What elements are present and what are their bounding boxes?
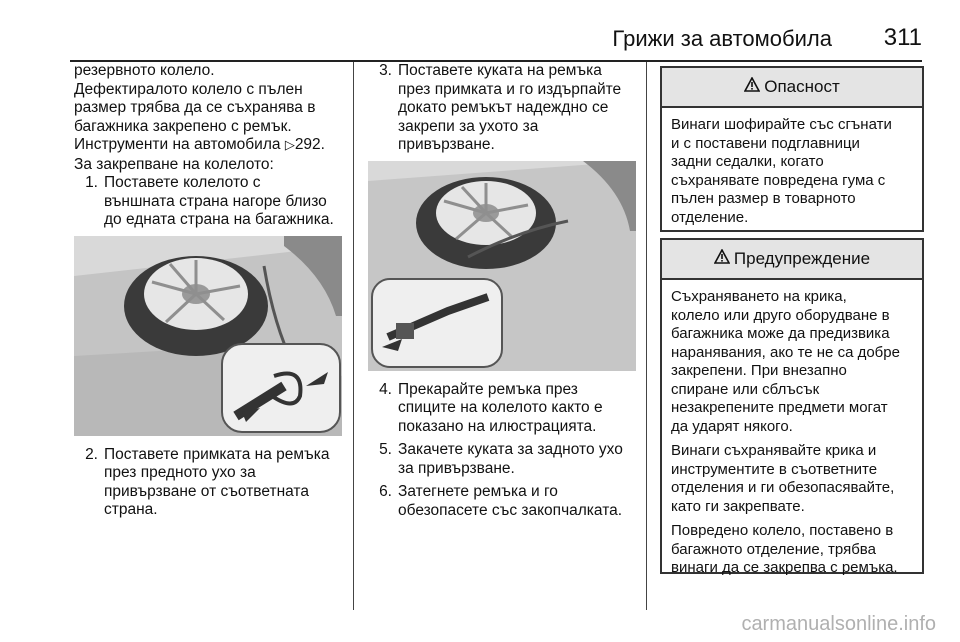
danger-line: пълен размер в товарното bbox=[671, 190, 856, 207]
warning-body bbox=[662, 280, 922, 592]
step-line: привързване от съответната bbox=[104, 482, 309, 500]
warning-paragraph: Повредено колело, поставено в багажното отделение, трябва винаги да се закрепва с ремъка. bbox=[671, 522, 898, 576]
step-line: страна. bbox=[104, 501, 158, 518]
intro-line: багажника закрепено с ремък. bbox=[74, 117, 292, 135]
list-item bbox=[368, 62, 640, 155]
step-text bbox=[398, 62, 621, 155]
reference-text: Инструменти на автомобила bbox=[74, 136, 281, 153]
step-text bbox=[104, 174, 334, 230]
step-text bbox=[104, 446, 329, 520]
intro-line: Дефектиралото колело с пълен bbox=[74, 80, 303, 98]
warning-triangle-icon bbox=[744, 77, 760, 97]
column-2 bbox=[368, 62, 640, 520]
step-number: 1. bbox=[85, 174, 98, 191]
danger-line: и с поставени подглавници bbox=[671, 134, 860, 152]
step-number: 6. bbox=[379, 483, 392, 500]
lead-text: За закрепване на колелото: bbox=[74, 155, 274, 173]
warning-paragraph: Съхраняването на крика, колело или друго оборудване в багажника може да предизвика наранявания, ако те не са добре закрепени. При внезапно спиране или сблъсък незакрепените предмети могат да ударят някого. bbox=[671, 288, 900, 435]
danger-body bbox=[662, 108, 922, 235]
step-line: привързване. bbox=[398, 136, 495, 153]
warning-triangle-icon bbox=[714, 249, 730, 269]
steps-list bbox=[368, 62, 640, 155]
danger-header bbox=[662, 68, 922, 108]
list-item bbox=[368, 441, 640, 478]
steps-list bbox=[74, 446, 346, 520]
list-item bbox=[368, 381, 640, 437]
steps-list bbox=[368, 381, 640, 521]
step-line: обезопасете със закопчалката. bbox=[398, 501, 623, 519]
step-line: Закачете куката за задното ухо bbox=[398, 441, 623, 458]
column-divider bbox=[353, 62, 354, 610]
watermark: carmanualsonline.info bbox=[741, 613, 936, 635]
step-line: външната страна нагоре близо bbox=[104, 192, 327, 210]
step-text bbox=[398, 441, 623, 478]
danger-line: Винаги шофирайте със сгънати bbox=[671, 116, 892, 133]
step-line: Затегнете ремъка и го bbox=[398, 483, 558, 500]
column-1 bbox=[74, 62, 346, 520]
intro-line: резервното колело. bbox=[74, 62, 215, 79]
step-line: Поставете примката на ремъка bbox=[104, 445, 330, 463]
list-item bbox=[368, 483, 640, 520]
page-header bbox=[70, 20, 922, 62]
list-item bbox=[74, 174, 346, 230]
section-title: Грижи за автомобила bbox=[612, 26, 832, 51]
danger-line: съхранявате повредена гума с bbox=[671, 171, 886, 189]
illustration-spare-wheel-in-trunk bbox=[74, 236, 342, 436]
step-line: спиците на колелото както е bbox=[398, 399, 603, 416]
step-number: 3. bbox=[379, 62, 392, 79]
warning-title: Предупреждение bbox=[733, 249, 871, 268]
step-line: Поставете куката на ремъка bbox=[398, 62, 602, 79]
step-line: показано на илюстрацията. bbox=[398, 417, 597, 435]
warning-header bbox=[662, 240, 922, 280]
list-item bbox=[74, 446, 346, 520]
intro-line: размер трябва да се съхранява в bbox=[74, 99, 316, 116]
step-line: Прекарайте ремъка през bbox=[398, 380, 578, 398]
cross-reference[interactable] bbox=[74, 136, 346, 156]
arrow-reference-icon: ▷ bbox=[284, 138, 295, 153]
warning-box bbox=[660, 238, 924, 574]
step-line: Поставете колелото с bbox=[104, 174, 261, 191]
step-line: до едната страна на багажника. bbox=[104, 211, 334, 228]
step-number: 4. bbox=[379, 380, 392, 398]
step-text bbox=[398, 483, 622, 520]
danger-line: отделение. bbox=[671, 208, 749, 226]
danger-title: Опасност bbox=[764, 77, 840, 96]
step-line: докато ремъкът надеждно се bbox=[398, 99, 609, 116]
danger-box bbox=[660, 66, 924, 232]
steps-list bbox=[74, 174, 346, 230]
step-number: 2. bbox=[85, 445, 98, 463]
column-divider bbox=[646, 62, 647, 610]
illustration-strap-hook bbox=[368, 161, 636, 371]
step-text bbox=[398, 381, 603, 437]
step-line: за привързване. bbox=[398, 459, 515, 477]
step-line: през примката и го издърпайте bbox=[398, 80, 622, 98]
step-line: през предното ухо за bbox=[104, 464, 256, 481]
step-line: закрепи за ухото за bbox=[398, 117, 539, 135]
danger-line: задни седалки, когато bbox=[671, 153, 824, 170]
page-number: 311 bbox=[883, 24, 922, 51]
step-number: 5. bbox=[379, 441, 392, 458]
warning-paragraph: Винаги съхранявайте крика и инструментите в съответните отделения и ги обезопасявайте, като ги закрепвате. bbox=[671, 442, 895, 515]
reference-page: 292. bbox=[294, 136, 325, 153]
